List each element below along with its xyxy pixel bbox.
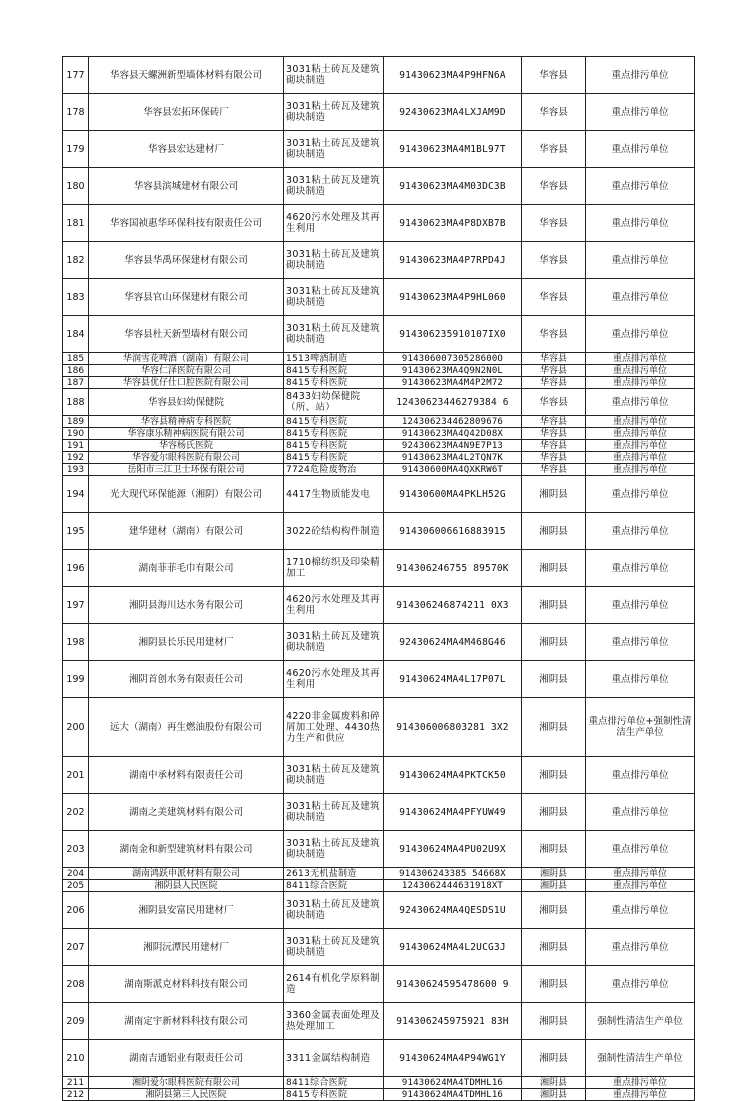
table-row <box>63 587 695 624</box>
county-cell: 湘阴县 <box>522 966 586 1003</box>
industry-category-cell: 4417生物质能发电 <box>284 476 384 513</box>
county-cell: 湘阴县 <box>522 624 586 661</box>
table-row <box>63 279 695 316</box>
unit-type-cell: 重点排污单位 <box>586 831 695 868</box>
row-number-cell: 184 <box>63 316 89 353</box>
unit-type-cell: 重点排污单位 <box>586 464 695 476</box>
row-number-cell: 195 <box>63 513 89 550</box>
county-cell: 华容县 <box>522 242 586 279</box>
unit-type-cell: 重点排污单位 <box>586 353 695 365</box>
county-cell: 华容县 <box>522 353 586 365</box>
row-number-cell: 206 <box>63 892 89 929</box>
unit-type-cell: 重点排污单位 <box>586 205 695 242</box>
table-row <box>63 168 695 205</box>
table-row <box>63 389 695 416</box>
credit-code-cell: 91430624595478600 9 <box>384 966 522 1003</box>
county-cell: 湘阴县 <box>522 831 586 868</box>
county-cell: 华容县 <box>522 389 586 416</box>
county-cell: 湘阴县 <box>522 513 586 550</box>
unit-type-cell: 重点排污单位 <box>586 757 695 794</box>
unit-type-cell: 重点排污单位 <box>586 892 695 929</box>
industry-category-cell: 3031粘土砖瓦及建筑砌块制造 <box>284 794 384 831</box>
county-cell: 湘阴县 <box>522 550 586 587</box>
unit-type-cell: 重点排污单位 <box>586 279 695 316</box>
county-cell: 华容县 <box>522 94 586 131</box>
credit-code-cell: 91430623MA4M03DC3B <box>384 168 522 205</box>
table-row <box>63 94 695 131</box>
unit-type-cell: 重点排污单位 <box>586 168 695 205</box>
company-name-cell: 华容杨氏医院 <box>89 440 284 452</box>
row-number-cell: 200 <box>63 698 89 757</box>
county-cell: 湘阴县 <box>522 880 586 892</box>
company-name-cell: 华容县宏达建材厂 <box>89 131 284 168</box>
industry-category-cell: 7724危险废物治 <box>284 464 384 476</box>
company-name-cell: 湘阴县海川达水务有限公司 <box>89 587 284 624</box>
company-name-cell: 湘阴县安富民用建材厂 <box>89 892 284 929</box>
row-number-cell: 185 <box>63 353 89 365</box>
industry-category-cell: 8433妇幼保健院（所、站） <box>284 389 384 416</box>
row-number-cell: 194 <box>63 476 89 513</box>
table-row <box>63 428 695 440</box>
company-name-cell: 湖南之美建筑材料有限公司 <box>89 794 284 831</box>
industry-category-cell: 4220非金属废料和碎屑加工处理、4430热力生产和供应 <box>284 698 384 757</box>
row-number-cell: 183 <box>63 279 89 316</box>
table-row <box>63 929 695 966</box>
county-cell: 华容县 <box>522 440 586 452</box>
industry-category-cell: 8415专科医院 <box>284 377 384 389</box>
industry-category-cell: 3031粘土砖瓦及建筑砌块制造 <box>284 94 384 131</box>
credit-code-cell: 91430623MA4Q9N2N0L <box>384 365 522 377</box>
industry-category-cell: 3360金属表面处理及热处理加工 <box>284 1003 384 1040</box>
unit-type-cell: 重点排污单位 <box>586 1077 695 1089</box>
credit-code-cell: 91430623MA4M4P2M72 <box>384 377 522 389</box>
unit-type-cell: 重点排污单位 <box>586 94 695 131</box>
county-cell: 华容县 <box>522 205 586 242</box>
credit-code-cell: 92430624MA4QESDS1U <box>384 892 522 929</box>
credit-code-cell: 124306234462809676 <box>384 416 522 428</box>
industry-category-cell: 3031粘土砖瓦及建筑砌块制造 <box>284 757 384 794</box>
industry-category-cell: 4620污水处理及其再生利用 <box>284 661 384 698</box>
row-number-cell: 205 <box>63 880 89 892</box>
row-number-cell: 209 <box>63 1003 89 1040</box>
row-number-cell: 203 <box>63 831 89 868</box>
table-row <box>63 416 695 428</box>
credit-code-cell: 91430623MA4P8DXB7B <box>384 205 522 242</box>
row-number-cell: 191 <box>63 440 89 452</box>
credit-code-cell: 914306235910107IX0 <box>384 316 522 353</box>
row-number-cell: 190 <box>63 428 89 440</box>
unit-type-cell: 重点排污单位 <box>586 131 695 168</box>
industry-category-cell: 3031粘土砖瓦及建筑砌块制造 <box>284 57 384 94</box>
company-name-cell: 华容康乐精神病医院有限公司 <box>89 428 284 440</box>
row-number-cell: 201 <box>63 757 89 794</box>
company-name-cell: 华容县天螺洲新型墙体材料有限公司 <box>89 57 284 94</box>
row-number-cell: 204 <box>63 868 89 880</box>
row-number-cell: 189 <box>63 416 89 428</box>
row-number-cell: 196 <box>63 550 89 587</box>
credit-code-cell: 12430623446279384 6 <box>384 389 522 416</box>
county-cell: 华容县 <box>522 365 586 377</box>
unit-type-cell: 重点排污单位 <box>586 476 695 513</box>
credit-code-cell: 91430600MA4QXKRW6T <box>384 464 522 476</box>
unit-type-cell: 重点排污单位 <box>586 587 695 624</box>
unit-type-cell: 强制性清洁生产单位 <box>586 1040 695 1077</box>
credit-code-cell: 92430623MA4N9E7P13 <box>384 440 522 452</box>
row-number-cell: 181 <box>63 205 89 242</box>
county-cell: 湘阴县 <box>522 868 586 880</box>
county-cell: 华容县 <box>522 428 586 440</box>
industry-category-cell: 8411综合医院 <box>284 880 384 892</box>
unit-type-cell: 重点排污单位 <box>586 794 695 831</box>
company-name-cell: 华容县精神病专科医院 <box>89 416 284 428</box>
table-row <box>63 831 695 868</box>
unit-type-cell: 重点排污单位 <box>586 661 695 698</box>
table-row <box>63 698 695 757</box>
unit-type-cell: 重点排污单位 <box>586 365 695 377</box>
county-cell: 湘阴县 <box>522 476 586 513</box>
industry-category-cell: 3022砼结构构件制造 <box>284 513 384 550</box>
company-name-cell: 华润雪花啤酒（湖南）有限公司 <box>89 353 284 365</box>
unit-type-cell: 强制性清洁生产单位 <box>586 1003 695 1040</box>
credit-code-cell: 91430623MA4P9HFN6A <box>384 57 522 94</box>
unit-type-cell: 重点排污单位 <box>586 624 695 661</box>
county-cell: 湘阴县 <box>522 698 586 757</box>
county-cell: 华容县 <box>522 416 586 428</box>
industry-category-cell: 3031粘土砖瓦及建筑砌块制造 <box>284 929 384 966</box>
unit-type-cell: 重点排污单位 <box>586 452 695 464</box>
row-number-cell: 198 <box>63 624 89 661</box>
table-row <box>63 464 695 476</box>
credit-code-cell: 91430624MA4L2UCG3J <box>384 929 522 966</box>
industry-category-cell: 3031粘土砖瓦及建筑砌块制造 <box>284 892 384 929</box>
table-row <box>63 57 695 94</box>
row-number-cell: 180 <box>63 168 89 205</box>
table-row <box>63 550 695 587</box>
county-cell: 华容县 <box>522 464 586 476</box>
row-number-cell: 177 <box>63 57 89 94</box>
county-cell: 湘阴县 <box>522 929 586 966</box>
unit-type-cell: 重点排污单位 <box>586 966 695 1003</box>
table-row <box>63 624 695 661</box>
unit-type-cell: 重点排污单位 <box>586 550 695 587</box>
table-body <box>63 57 695 1101</box>
company-name-cell: 建华建材（湖南）有限公司 <box>89 513 284 550</box>
unit-type-cell: 重点排污单位 <box>586 428 695 440</box>
company-name-cell: 湖南定宇新材料科技有限公司 <box>89 1003 284 1040</box>
industry-category-cell: 3311金属结构制造 <box>284 1040 384 1077</box>
row-number-cell: 186 <box>63 365 89 377</box>
table-row <box>63 365 695 377</box>
unit-type-cell: 重点排污单位 <box>586 440 695 452</box>
unit-type-cell: 重点排污单位 <box>586 513 695 550</box>
industry-category-cell: 3031粘土砖瓦及建筑砌块制造 <box>284 131 384 168</box>
row-number-cell: 212 <box>63 1089 89 1101</box>
credit-code-cell: 91430600730528600O <box>384 353 522 365</box>
company-name-cell: 光大现代环保能源（湘阴）有限公司 <box>89 476 284 513</box>
company-name-cell: 远大（湖南）再生燃油股份有限公司 <box>89 698 284 757</box>
industry-category-cell: 3031粘土砖瓦及建筑砌块制造 <box>284 168 384 205</box>
credit-code-cell: 91430623MA4M1BL97T <box>384 131 522 168</box>
industry-category-cell: 8415专科医院 <box>284 452 384 464</box>
company-name-cell: 湖南鸿跃申派材料有限公司 <box>89 868 284 880</box>
credit-code-cell: 91430624MA4P94WG1Y <box>384 1040 522 1077</box>
county-cell: 湘阴县 <box>522 1040 586 1077</box>
company-name-cell: 湖南吉通铝业有限责任公司 <box>89 1040 284 1077</box>
company-name-cell: 华容县华禹环保建材有限公司 <box>89 242 284 279</box>
table-row <box>63 794 695 831</box>
row-number-cell: 182 <box>63 242 89 279</box>
industry-category-cell: 1513啤酒制造 <box>284 353 384 365</box>
credit-code-cell: 914306246755 89570K <box>384 550 522 587</box>
table-row <box>63 242 695 279</box>
county-cell: 华容县 <box>522 452 586 464</box>
credit-code-cell: 91430624MA4PU02U9X <box>384 831 522 868</box>
table-row <box>63 1077 695 1089</box>
industry-category-cell: 4620污水处理及其再生利用 <box>284 205 384 242</box>
industry-category-cell: 8415专科医院 <box>284 428 384 440</box>
unit-type-cell: 重点排污单位 <box>586 57 695 94</box>
company-name-cell: 华容仁泽医院有限公司 <box>89 365 284 377</box>
company-name-cell: 湘阴县长乐民用建材厂 <box>89 624 284 661</box>
table-row <box>63 1040 695 1077</box>
table-row <box>63 452 695 464</box>
table-row <box>63 757 695 794</box>
county-cell: 湘阴县 <box>522 1077 586 1089</box>
county-cell: 华容县 <box>522 377 586 389</box>
row-number-cell: 192 <box>63 452 89 464</box>
county-cell: 华容县 <box>522 168 586 205</box>
row-number-cell: 187 <box>63 377 89 389</box>
industry-category-cell: 3031粘土砖瓦及建筑砌块制造 <box>284 831 384 868</box>
company-name-cell: 华容县官山环保建材有限公司 <box>89 279 284 316</box>
company-name-cell: 湘阴爱尔眼科医院有限公司 <box>89 1077 284 1089</box>
row-number-cell: 188 <box>63 389 89 416</box>
industry-category-cell: 1710棉纺织及印染精加工 <box>284 550 384 587</box>
company-name-cell: 湖南中承材料有限责任公司 <box>89 757 284 794</box>
row-number-cell: 193 <box>63 464 89 476</box>
credit-code-cell: 914306245975921 83H <box>384 1003 522 1040</box>
county-cell: 湘阴县 <box>522 1003 586 1040</box>
unit-type-cell: 重点排污单位 <box>586 929 695 966</box>
industry-category-cell: 3031粘土砖瓦及建筑砌块制造 <box>284 242 384 279</box>
table-row <box>63 353 695 365</box>
company-name-cell: 岳阳市三江卫士环保有限公司 <box>89 464 284 476</box>
industry-category-cell: 8415专科医院 <box>284 365 384 377</box>
industry-category-cell: 3031粘土砖瓦及建筑砌块制造 <box>284 316 384 353</box>
row-number-cell: 208 <box>63 966 89 1003</box>
row-number-cell: 178 <box>63 94 89 131</box>
credit-code-cell: 1243062444631918XT <box>384 880 522 892</box>
county-cell: 湘阴县 <box>522 892 586 929</box>
credit-code-cell: 91430624MA4PFYUW49 <box>384 794 522 831</box>
credit-code-cell: 914306243385 54668X <box>384 868 522 880</box>
county-cell: 华容县 <box>522 316 586 353</box>
credit-code-cell: 91430624MA4L17P07L <box>384 661 522 698</box>
credit-code-cell: 91430600MA4PKLH52G <box>384 476 522 513</box>
unit-type-cell: 重点排污单位 <box>586 242 695 279</box>
industry-category-cell: 8415专科医院 <box>284 440 384 452</box>
credit-code-cell: 91430624MA4TDMHL16 <box>384 1077 522 1089</box>
company-name-cell: 湘阴县人民医院 <box>89 880 284 892</box>
county-cell: 湘阴县 <box>522 661 586 698</box>
industry-category-cell: 2613无机盐制造 <box>284 868 384 880</box>
company-name-cell: 华容国祯惠华环保科技有限责任公司 <box>89 205 284 242</box>
company-name-cell: 华容县妇幼保健院 <box>89 389 284 416</box>
row-number-cell: 197 <box>63 587 89 624</box>
table-row <box>63 205 695 242</box>
table-row <box>63 513 695 550</box>
table-row <box>63 316 695 353</box>
company-name-cell: 华容县杜天新型墙材有限公司 <box>89 316 284 353</box>
company-name-cell: 湖南金和新型建筑材料有限公司 <box>89 831 284 868</box>
table-row <box>63 966 695 1003</box>
company-name-cell: 湘阴沅潭民用建材厂 <box>89 929 284 966</box>
credit-code-cell: 91430623MA4P7RPD4J <box>384 242 522 279</box>
credit-code-cell: 91430623MA4P9HL060 <box>384 279 522 316</box>
company-name-cell: 华容县滨城建材有限公司 <box>89 168 284 205</box>
table-row <box>63 880 695 892</box>
company-name-cell: 华容县宏拓环保砖厂 <box>89 94 284 131</box>
table-row <box>63 440 695 452</box>
company-name-cell: 湖南斯派克材料科技有限公司 <box>89 966 284 1003</box>
table-row <box>63 131 695 168</box>
company-name-cell: 湖南菲菲毛巾有限公司 <box>89 550 284 587</box>
unit-type-cell: 重点排污单位 <box>586 1089 695 1101</box>
company-name-cell: 湘阴县第三人民医院 <box>89 1089 284 1101</box>
table-row <box>63 868 695 880</box>
credit-code-cell: 92430623MA4LXJAM9D <box>384 94 522 131</box>
unit-type-cell: 重点排污单位 <box>586 316 695 353</box>
unit-type-cell: 重点排污单位 <box>586 389 695 416</box>
table-row <box>63 1003 695 1040</box>
industry-category-cell: 4620污水处理及其再生利用 <box>284 587 384 624</box>
credit-code-cell: 91430624MA4PKTCK50 <box>384 757 522 794</box>
credit-code-cell: 914306006616883915 <box>384 513 522 550</box>
unit-type-cell: 重点排污单位 <box>586 880 695 892</box>
row-number-cell: 210 <box>63 1040 89 1077</box>
unit-type-cell: 重点排污单位 <box>586 868 695 880</box>
row-number-cell: 211 <box>63 1077 89 1089</box>
row-number-cell: 179 <box>63 131 89 168</box>
county-cell: 华容县 <box>522 57 586 94</box>
row-number-cell: 202 <box>63 794 89 831</box>
table-row <box>63 661 695 698</box>
company-name-cell: 华容爱尔眼科医院有限公司 <box>89 452 284 464</box>
industry-category-cell: 8415专科医院 <box>284 416 384 428</box>
county-cell: 湘阴县 <box>522 794 586 831</box>
industry-category-cell: 8415专科医院 <box>284 1089 384 1101</box>
credit-code-cell: 91430623MA4L2TQN7K <box>384 452 522 464</box>
company-name-cell: 华容县优仔仕口腔医院有限公司 <box>89 377 284 389</box>
table-row <box>63 377 695 389</box>
industry-category-cell: 8411综合医院 <box>284 1077 384 1089</box>
county-cell: 华容县 <box>522 279 586 316</box>
credit-code-cell: 91430624MA4TDMHL16 <box>384 1089 522 1101</box>
table-row <box>63 476 695 513</box>
county-cell: 华容县 <box>522 131 586 168</box>
credit-code-cell: 92430624MA4M468G46 <box>384 624 522 661</box>
table-row <box>63 892 695 929</box>
credit-code-cell: 914306246874211 0X3 <box>384 587 522 624</box>
unit-type-cell: 重点排污单位+强制性清洁生产单位 <box>586 698 695 757</box>
row-number-cell: 199 <box>63 661 89 698</box>
industry-category-cell: 2614有机化学原料制造 <box>284 966 384 1003</box>
table-row <box>63 1089 695 1101</box>
unit-type-cell: 重点排污单位 <box>586 416 695 428</box>
county-cell: 湘阴县 <box>522 757 586 794</box>
industry-category-cell: 3031粘土砖瓦及建筑砌块制造 <box>284 279 384 316</box>
row-number-cell: 207 <box>63 929 89 966</box>
company-name-cell: 湘阴首创水务有限责任公司 <box>89 661 284 698</box>
industry-category-cell: 3031粘土砖瓦及建筑砌块制造 <box>284 624 384 661</box>
county-cell: 湘阴县 <box>522 1089 586 1101</box>
credit-code-cell: 91430623MA4Q42D08X <box>384 428 522 440</box>
credit-code-cell: 914306006803281 3X2 <box>384 698 522 757</box>
county-cell: 湘阴县 <box>522 587 586 624</box>
unit-type-cell: 重点排污单位 <box>586 377 695 389</box>
enterprise-registry-table <box>62 56 695 1101</box>
